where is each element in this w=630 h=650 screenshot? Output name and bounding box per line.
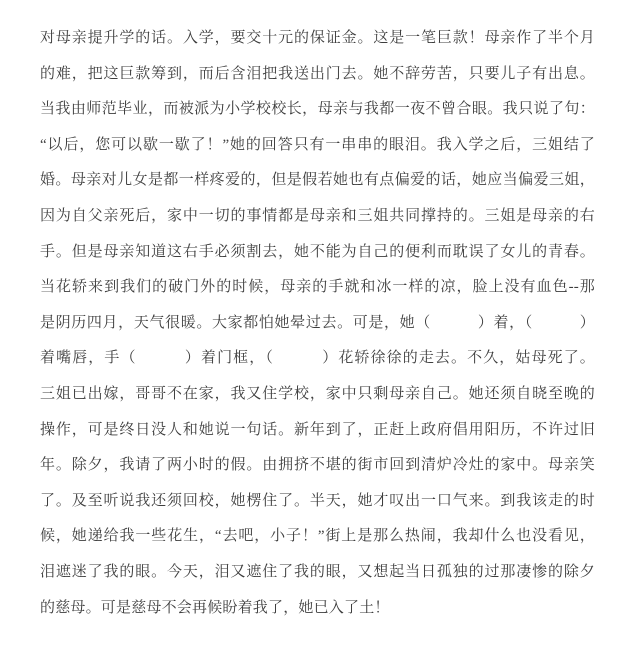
text-line: 当我由师范毕业，而被派为小学校校长，母亲与我都一夜不曾合眼。我只说了句： xyxy=(40,101,595,118)
text-line: 三姐已出嫁，哥哥不在家，我又住学校，家中只剩母亲自己。她还须自晓至晚的 xyxy=(40,385,595,402)
text-line: 婚。母亲对儿女是都一样疼爱的，但是假若她也有点偏爱的话，她应当偏爱三姐， xyxy=(40,172,595,189)
text-line: 操作，可是终日没人和她说一句话。新年到了，正赶上政府倡用阳历，不许过旧 xyxy=(40,421,595,438)
text-line-with-blanks: 着嘴唇，手（ ）着门框，（ ）花轿徐徐的走去。不久，姑母死了。 xyxy=(40,350,595,367)
text-line-with-blanks: 是阴历四月，天气很暖。大家都怕她晕过去。可是，她（ ）着，（ ） xyxy=(40,314,595,331)
text-line: 候，她递给我一些花生，“去吧，小子！”街上是那么热闹，我却什么也没看见， xyxy=(40,528,595,545)
text-line: 对母亲提升学的话。入学，要交十元的保证金。这是一笔巨款！母亲作了半个月 xyxy=(40,30,595,46)
text-line: 了。及至听说我还须回校，她楞住了。半天，她才叹出一口气来。到我该走的时 xyxy=(40,492,595,509)
text-line: “以后，您可以歇一歇了！”她的回答只有一串串的眼泪。我入学之后，三姐结了 xyxy=(40,136,595,153)
text-line: 手。但是母亲知道这右手必须割去，她不能为自己的便利而耽误了女儿的青春。 xyxy=(40,243,595,260)
text-line: 的慈母。可是慈母不会再候盼着我了，她已入了土！ xyxy=(40,599,390,616)
text-line: 泪遮迷了我的眼。今天，泪又遮住了我的眼，又想起当日孤独的过那凄惨的除夕 xyxy=(40,563,595,580)
text-line: 的难，把这巨款筹到，而后含泪把我送出门去。她不辞劳苦，只要儿子有出息。 xyxy=(40,65,595,82)
text-line: 年。除夕，我请了两小时的假。由拥挤不堪的街市回到清炉冷灶的家中。母亲笑 xyxy=(40,457,595,474)
text-line: 当花轿来到我们的破门外的时候，母亲的手就和冰一样的凉，脸上没有血色--那 xyxy=(40,279,595,296)
text-line: 因为自父亲死后，家中一切的事情都是母亲和三姐共同撑持的。三姐是母亲的右 xyxy=(40,207,595,224)
